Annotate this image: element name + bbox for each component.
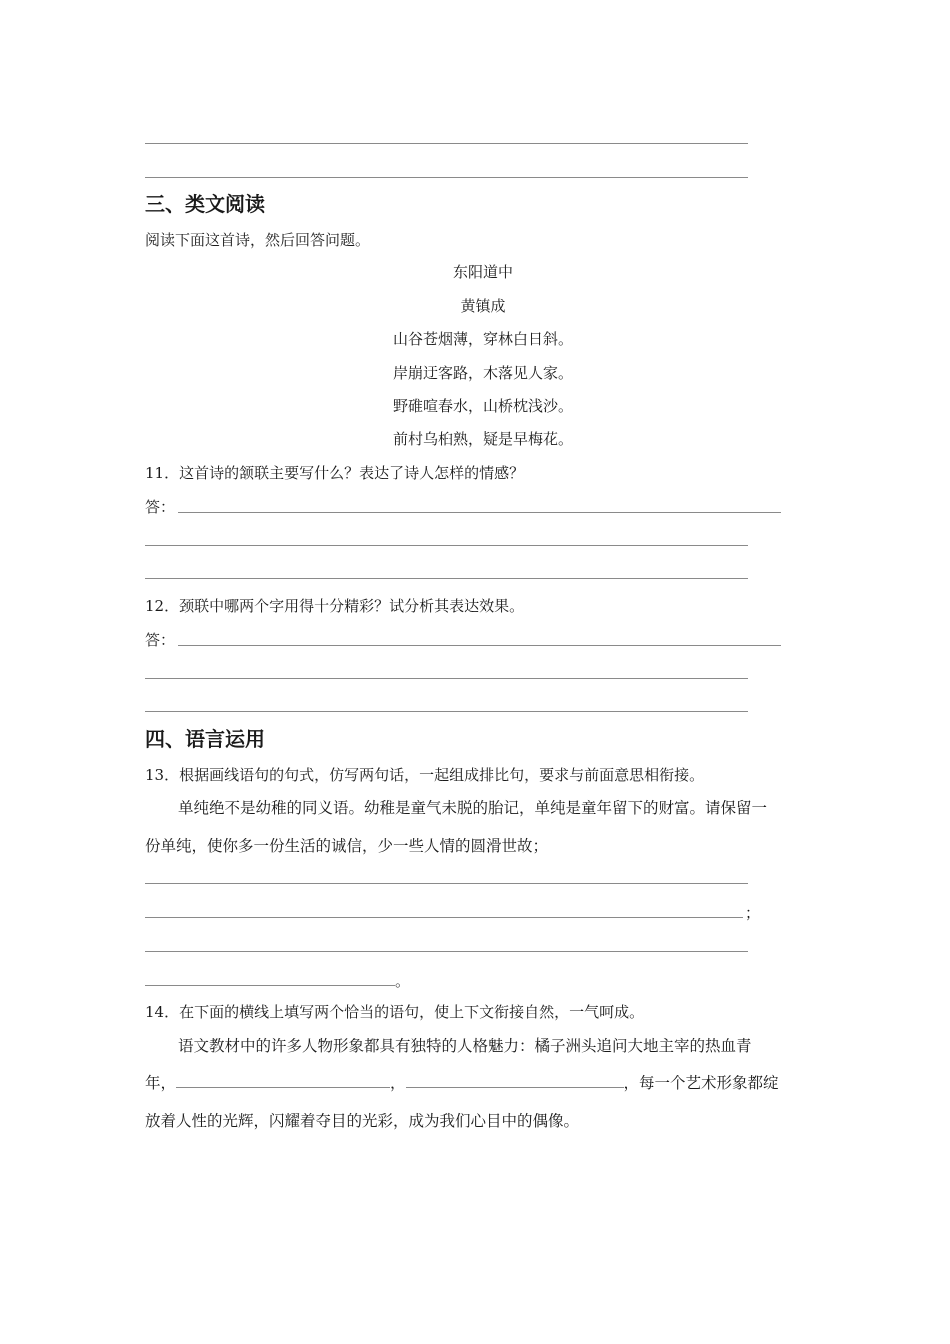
question-13: 13．根据画线语句的句式，仿写两句话，一起组成排比句，要求与前面意思相衔接。 <box>145 766 705 784</box>
answer-label: 答： <box>145 631 176 649</box>
answer-line[interactable] <box>178 512 781 513</box>
passage-line <box>145 1072 779 1094</box>
answer-line <box>145 143 748 144</box>
section-intro: 阅读下面这首诗，然后回答问题。 <box>145 231 371 249</box>
passage-line: 单纯绝不是幼稚的同义语。幼稚是童气未脱的胎记，单纯是童年留下的财富。请保留一 <box>178 799 768 817</box>
semicolon: ； <box>745 904 761 922</box>
answer-label: 答： <box>145 498 176 516</box>
question-12: 12．颈联中哪两个字用得十分精彩？试分析其表达效果。 <box>145 597 525 615</box>
answer-line[interactable] <box>145 711 748 712</box>
answer-line[interactable] <box>145 917 743 918</box>
answer-line[interactable] <box>145 678 748 679</box>
answer-line[interactable] <box>145 985 395 986</box>
answer-line[interactable] <box>145 545 748 546</box>
passage-text: 年， <box>145 1074 177 1092</box>
answer-line[interactable] <box>145 951 748 952</box>
question-11: 11．这首诗的颔联主要写什么？表达了诗人怎样的情感？ <box>145 464 525 482</box>
passage-line: 份单纯，使你多一份生活的诚信，少一些人情的圆滑世故； <box>145 837 549 855</box>
section-title: 三、类文阅读 <box>145 192 265 216</box>
passage-line: 放着人性的光辉，闪耀着夺目的光彩，成为我们心目中的偶像。 <box>145 1112 580 1130</box>
question-14: 14．在下面的横线上填写两个恰当的语句，使上下文衔接自然，一气呵成。 <box>145 1003 645 1021</box>
poem-line: 野碓喧春水，山桥枕浅沙。 <box>392 397 573 415</box>
passage-text: ，每一个艺术形象都绽 <box>623 1074 779 1092</box>
fill-blank[interactable] <box>176 1073 390 1088</box>
answer-line[interactable] <box>145 578 748 579</box>
poem-line: 岸崩迂客路，木落见人家。 <box>392 364 573 382</box>
poem-line: 山谷苍烟薄，穿林白日斜。 <box>392 330 573 348</box>
fill-blank[interactable] <box>406 1073 624 1088</box>
period: 。 <box>395 972 411 990</box>
poem-line: 前村乌桕熟，疑是早梅花。 <box>392 430 573 448</box>
answer-line[interactable] <box>178 645 781 646</box>
answer-line[interactable] <box>145 883 748 884</box>
section-title: 四、语言运用 <box>145 727 265 751</box>
passage-line: 语文教材中的许多人物形象都具有独特的人格魅力：橘子洲头追问大地主宰的热血青 <box>178 1037 752 1055</box>
passage-text: ， <box>390 1074 406 1092</box>
poem-title: 东阳道中 <box>452 263 513 281</box>
answer-line <box>145 177 748 178</box>
poem-author: 黄镇成 <box>460 297 506 315</box>
